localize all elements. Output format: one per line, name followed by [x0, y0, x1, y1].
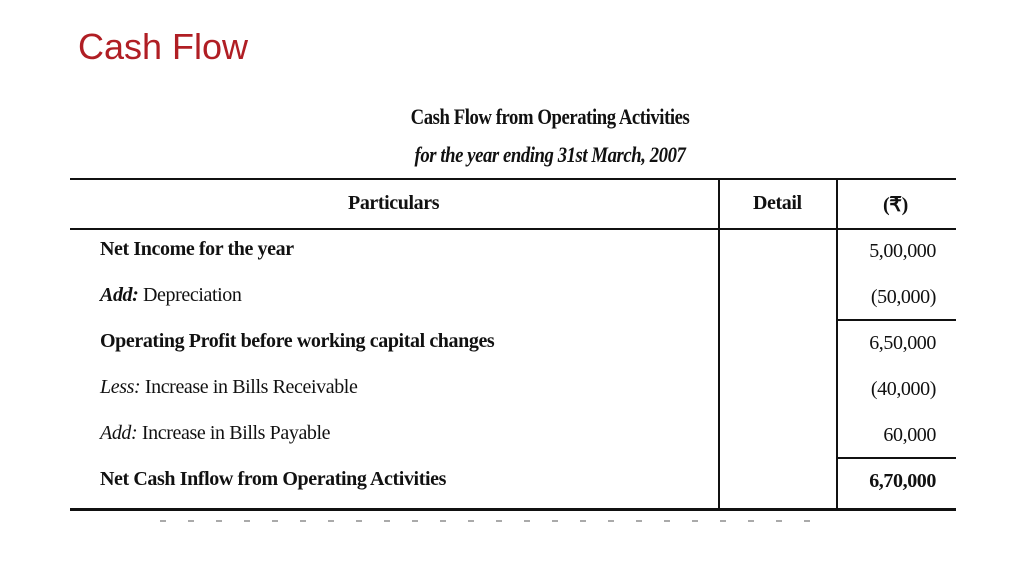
row-text: Increase in Bills Receivable	[144, 376, 358, 398]
row-amount: (40,000)	[870, 378, 936, 400]
column-header-particulars: Particulars	[348, 192, 440, 214]
cash-flow-table	[70, 178, 956, 512]
row-label: Net Income for the year	[100, 238, 294, 260]
table-bottom-rule	[70, 508, 956, 511]
row-label	[100, 376, 357, 399]
total-rule	[836, 457, 956, 459]
subtotal-rule	[836, 319, 956, 321]
row-label	[100, 422, 330, 445]
row-label: Operating Profit before working capital changes	[100, 330, 495, 352]
row-prefix: Less:	[100, 376, 141, 398]
row-amount: 6,50,000	[869, 332, 936, 354]
slide-title: Cash Flow	[78, 26, 249, 67]
row-label	[100, 284, 242, 307]
row-amount: (50,000)	[870, 286, 936, 308]
row-prefix: Add:	[100, 422, 138, 444]
row-text: Depreciation	[143, 284, 242, 306]
row-prefix: Add:	[100, 284, 139, 306]
detail-column-divider	[718, 178, 720, 510]
row-amount: 6,70,000	[869, 470, 936, 492]
statement-title: Cash Flow from Operating Activities	[410, 104, 690, 129]
row-amount: 60,000	[883, 424, 936, 446]
column-header-detail: Detail	[753, 192, 802, 214]
column-header-amount: (₹)	[883, 194, 908, 216]
statement-subtitle: for the year ending 31st March, 2007	[414, 142, 686, 167]
scan-artifact	[160, 520, 820, 522]
table-top-rule	[70, 178, 956, 180]
row-label: Net Cash Inflow from Operating Activities	[100, 468, 446, 490]
row-text: Increase in Bills Payable	[141, 422, 331, 444]
header-bottom-rule	[70, 228, 956, 230]
row-amount: 5,00,000	[869, 240, 936, 262]
